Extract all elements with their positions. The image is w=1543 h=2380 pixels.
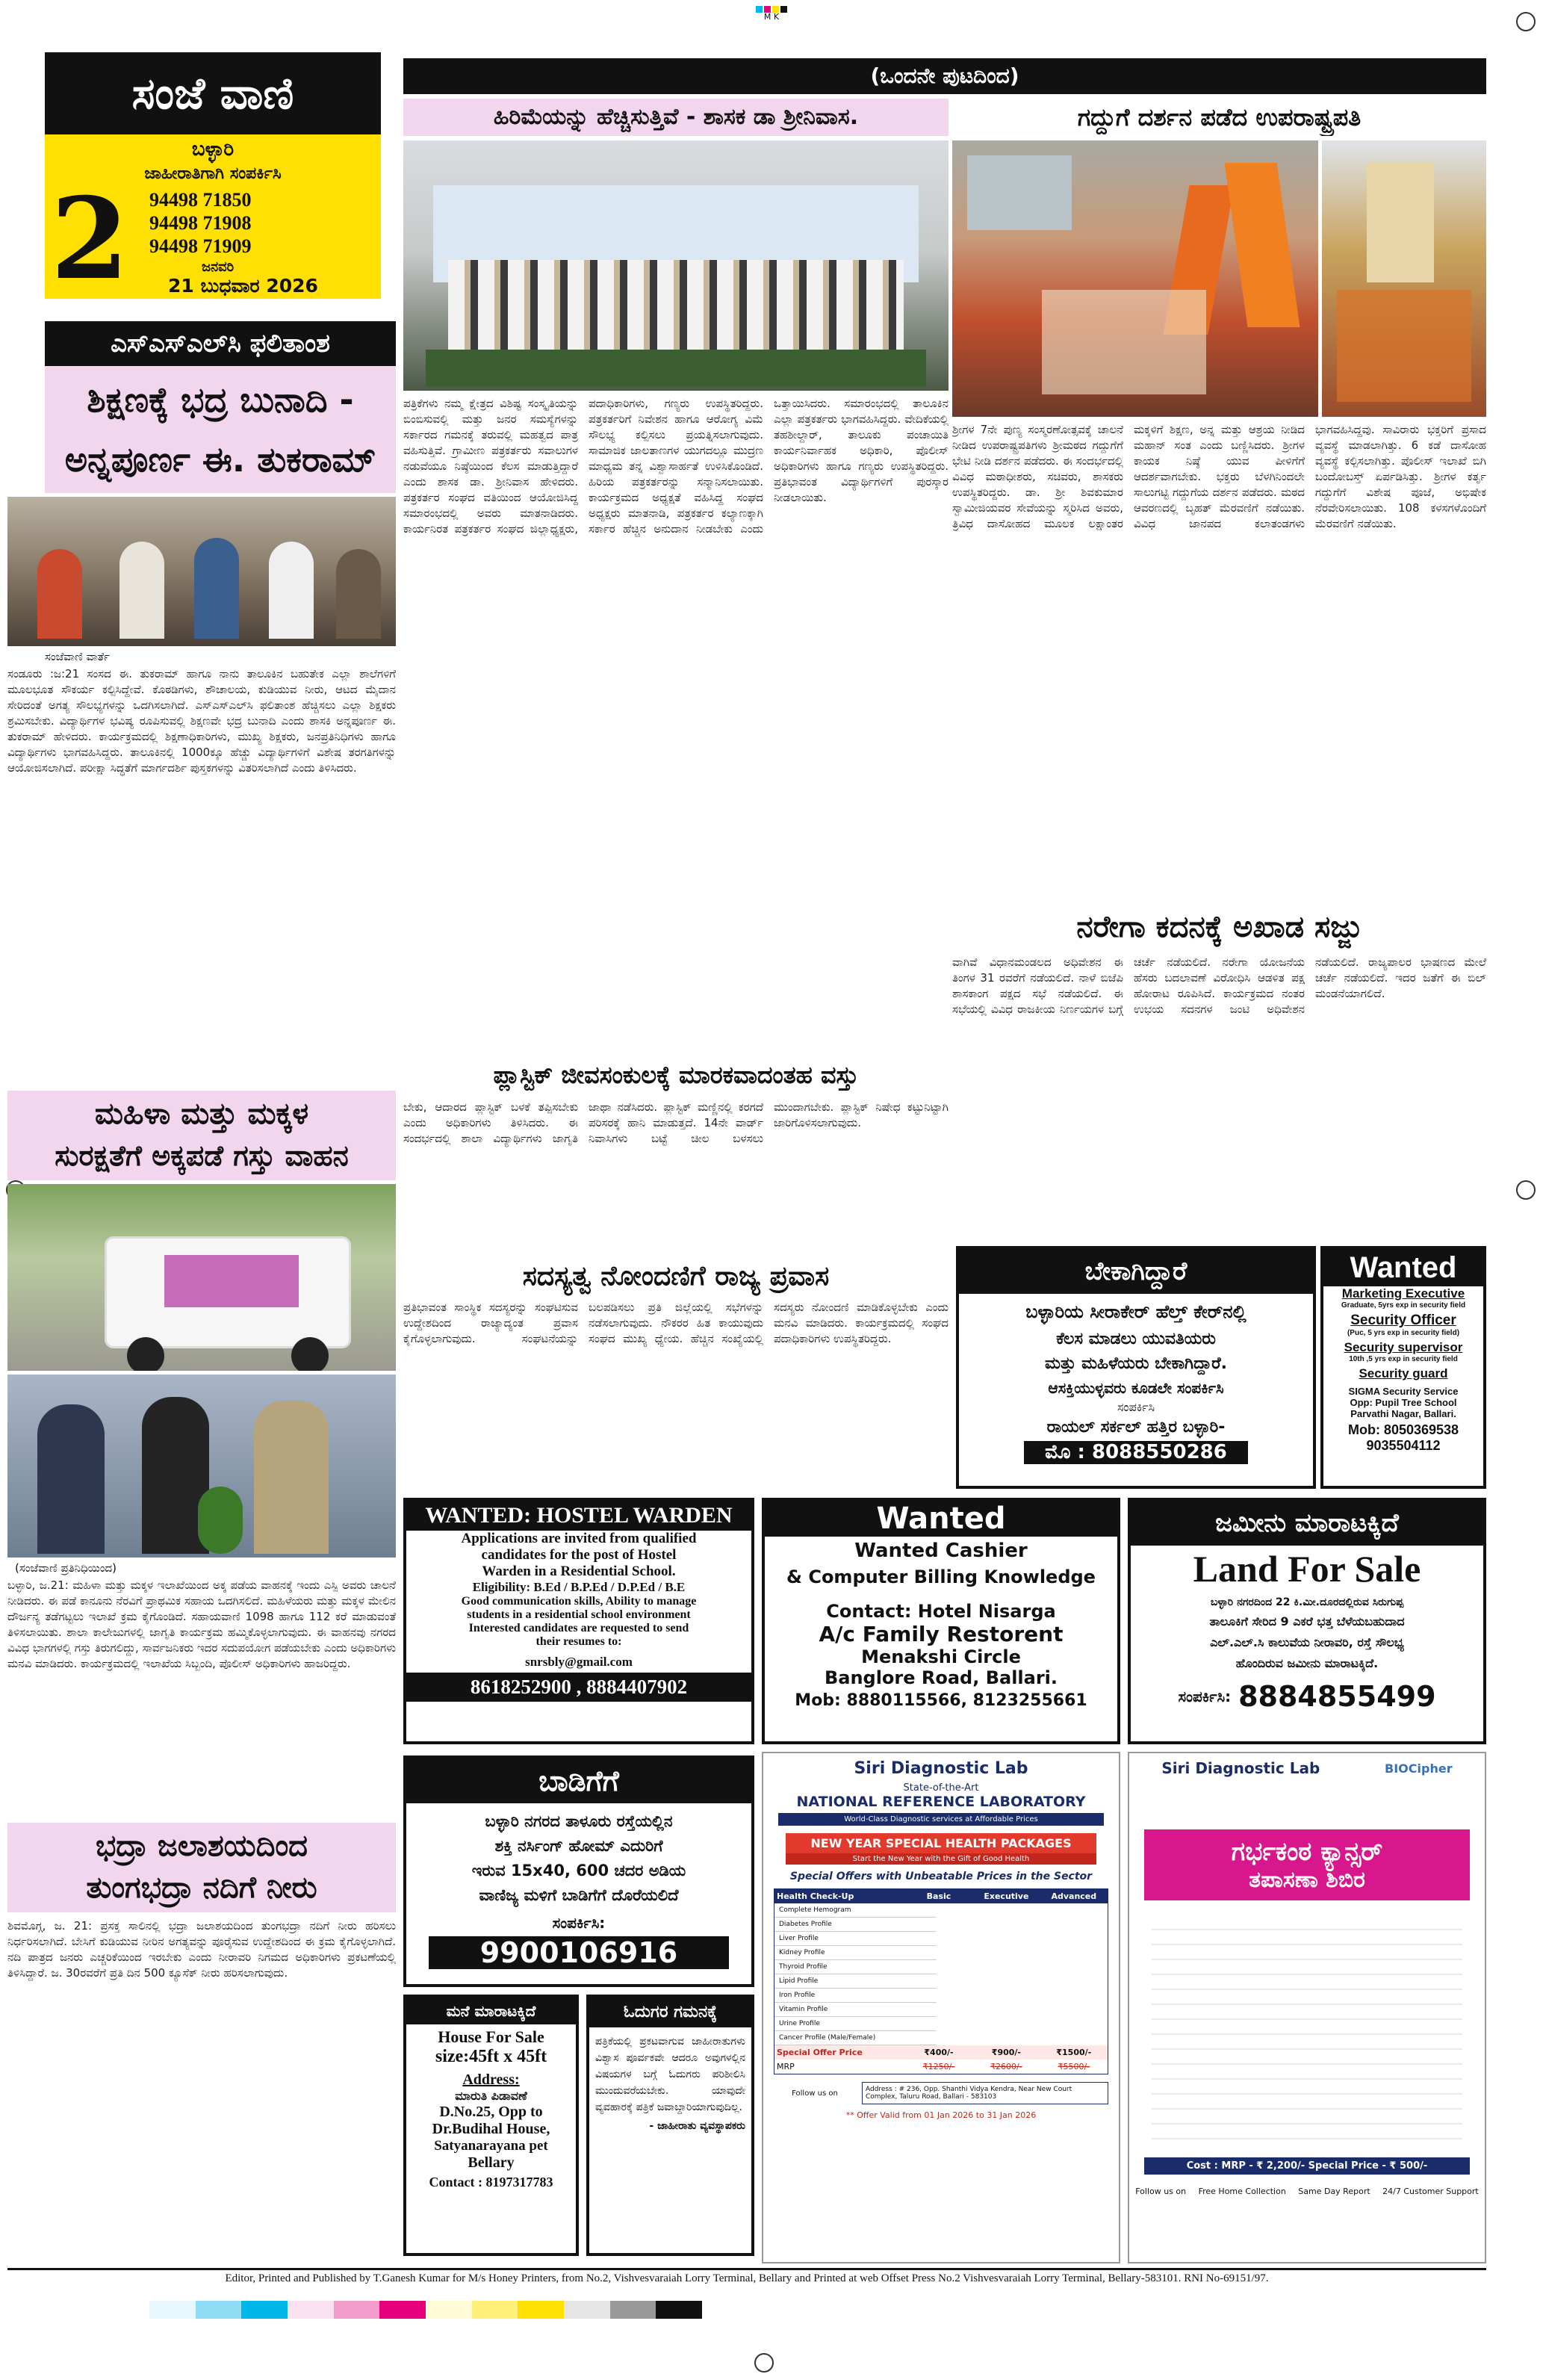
staff-ad-title: ಬೇಕಾಗಿದ್ದಾರೆ (959, 1249, 1313, 1294)
dam-headline (7, 1823, 396, 1912)
print-code-text: M K (763, 12, 780, 22)
sadasyatva-body: ಪ್ರತಿಭಾವಂತ ಸಾಂಸ್ಥಿಕ ಸದಸ್ಯರನ್ನು ಸಂಘಟಿಸುವ ಉದ್ದೇಶದಿಂದ ರಾಜ್ಯಾದ್ಯಂತ ಪ್ರವಾಸ ಕೈಗೊಳ್ಳಲಾಗುವುದು. ಸಂಘಟನೆಯನ್ನು ಬಲಪಡಿಸಲು ಪ್ರತಿ ಜಿಲ್ಲೆಯಲ್ಲಿ ಸಭೆಗಳನ್ನು ನಡೆಸಲಾಗುವುದು. ನೌಕರರ ಹಿತ ಕಾಯುವುದು ಸಂಘದ ಮುಖ್ಯ ಧ್ಯೇಯ. ಹೆಚ್ಚಿನ ಸಂಖ್ಯೆಯಲ್ಲಿ ಸದಸ್ಯರು ನೋಂದಣಿ ಮಾಡಿಕೊಳ್ಳಬೇಕು ಎಂದು ಮನವಿ ಮಾಡಿದರು. ಕಾರ್ಯಕ್ರಮದಲ್ಲಿ ಸಂಘದ ಪದಾಧಿಕಾರಿಗಳು ಉಪಸ್ಥಿತರಿದ್ದರು. (403, 1301, 949, 1345)
security-phone1[interactable]: Mob: 8050369538 (1347, 1422, 1459, 1437)
house-ad-address-label: Address: (462, 2071, 520, 2088)
siri1-sub: State-of-the-Art (903, 1782, 979, 1794)
rent-ad-l4: ವಾಣಿಜ್ಯ ಮಳಿಗೆ ಬಾಡಿಗೆಗೆ ದೊರೆಯಲಿದೆ (479, 1886, 679, 1904)
land-ad-contact-label: ಸಂಪರ್ಕಿಸಿ: (1178, 1688, 1232, 1705)
land-sale-ad (1128, 1498, 1486, 1744)
sslc-photo (7, 497, 396, 646)
siri1-table (774, 1888, 1108, 2074)
rent-ad-contact-label: ಸಂಪರ್ಕಿಸಿ: (552, 1914, 606, 1932)
nrega-headline: ನರೇಗಾ ಕದನಕ್ಕೆ ಅಖಾಡ ಸಜ್ಜು (1076, 910, 1362, 944)
mla-body: ಪತ್ರಿಕೆಗಳು ನಮ್ಮ ಕ್ಷೇತ್ರದ ವಿಶಿಷ್ಟ ಸಂಸ್ಕೃತಿಯನ್ನು ಬಿಂಬಿಸುವಲ್ಲಿ ಮತ್ತು ಜನರ ಸಮಸ್ಯೆಗಳನ್ನು ಸರ್ಕಾರದ ಗಮನಕ್ಕೆ ತರುವಲ್ಲಿ ಮಹತ್ವದ ಪಾತ್ರ ವಹಿಸುತ್ತಿವೆ. ಗ್ರಾಮೀಣ ಪತ್ರಕರ್ತರು ಸವಾಲುಗಳ ನಡುವೆಯೂ ನಿಷ್ಠೆಯಿಂದ ಕೆಲಸ ಮಾಡುತ್ತಿದ್ದಾರೆ ಎಂದು ಶಾಸಕ ಡಾ. ಶ್ರೀನಿವಾಸ ಹೇಳಿದರು. ಪತ್ರಕರ್ತರ ಸಂಘದ ವತಿಯಿಂದ ಆಯೋಜಿಸಿದ್ದ ಸಮಾರಂಭದಲ್ಲಿ ಅವರು ಮಾತನಾಡಿದರು. ಕಾರ್ಯನಿರತ ಪತ್ರಕರ್ತರ ಸಂಘದ ಜಿಲ್ಲಾಧ್ಯಕ್ಷರು, ಪದಾಧಿಕಾರಿಗಳು, ಗಣ್ಯರು ಉಪಸ್ಥಿತರಿದ್ದರು. ಪತ್ರಕರ್ತರಿಗೆ ನಿವೇಶನ ಹಾಗೂ ಆರೋಗ್ಯ ವಿಮೆ ಸೌಲಭ್ಯ ಕಲ್ಪಿಸಲು ಪ್ರಯತ್ನಿಸಲಾಗುವುದು. ಸಾಮಾಜಿಕ ಜಾಲತಾಣಗಳ ಯುಗದಲ್ಲೂ ಮುದ್ರಣ ಮಾಧ್ಯಮ ತನ್ನ ವಿಶ್ವಾಸಾರ್ಹತೆ ಉಳಿಸಿಕೊಂಡಿದೆ. ಹಿರಿಯ ಪತ್ರಕರ್ತರನ್ನು ಸನ್ಮಾನಿಸಲಾಯಿತು. ಕಾರ್ಯಕ್ರಮದ ಅಧ್ಯಕ್ಷತೆ ವಹಿಸಿದ್ದ ಸಂಘದ ಅಧ್ಯಕ್ಷರು ಮಾತನಾಡಿ, ಪತ್ರಕರ್ತರ ಕಲ್ಯಾಣಕ್ಕಾಗಿ ಸರ್ಕಾರ ಹೆಚ್ಚಿನ ಅನುದಾನ ನೀಡಬೇಕು ಎಂದು ಒತ್ತಾಯಿಸಿದರು. ಸಮಾರಂಭದಲ್ಲಿ ತಾಲೂಕಿನ ಎಲ್ಲಾ ಪತ್ರಕರ್ತರು ಭಾಗವಹಿಸಿದ್ದರು. ವೇದಿಕೆಯಲ್ಲಿ ತಹಶೀಲ್ದಾರ್, ತಾಲೂಕು ಪಂಚಾಯಿತಿ ಕಾರ್ಯನಿರ್ವಾಹಕ ಅಧಿಕಾರಿ, ಪೊಲೀಸ್ ಅಧಿಕಾರಿಗಳು ಹಾಗೂ ಗಣ್ಯರು ಉಪಸ್ಥಿತರಿದ್ದರು. ಪ್ರತಿಭಾವಂತ ವಿದ್ಯಾರ್ಥಿಗಳಿಗೆ ಪುರಸ್ಕಾರ ನೀಡಲಾಯಿತು. (403, 397, 949, 536)
plastic-headline: ಪ್ಲಾಸ್ಟಿಕ್ ಜೀವಸಂಕುಲಕ್ಕೆ ಮಾರಕವಾದಂತಹ ವಸ್ತು (493, 1061, 859, 1089)
staff-ad-line4: ಆಸಕ್ತಿಯುಳ್ಳವರು ಕೂಡಲೇ ಸಂಪರ್ಕಿಸಿ (1048, 1379, 1224, 1397)
women-headline-l1: ಮಹಿಳಾ ಮತ್ತು ಮಕ್ಕಳ (94, 1097, 309, 1131)
security-role2-req: (Puc, 5 yrs exp in security field) (1347, 1329, 1460, 1337)
hotel-ad-l3: Contact: Hotel Nisarga (826, 1601, 1056, 1622)
house-ad-l4: D.No.25, Opp to (439, 2104, 543, 2120)
house-ad-l3: ಮಾರುತಿ ಪಿಡಾವಣೆ (455, 2089, 527, 2103)
staff-ad-line3: ಮತ್ತು ಮಹಿಳೆಯರು ಬೇಕಾಗಿದ್ದಾರೆ. (1045, 1354, 1227, 1373)
hostel-ad-l6: students in a residential school environment (467, 1608, 691, 1621)
siri2-cost: Cost : MRP - ₹ 2,200/- Special Price - ₹ 500/- (1144, 2157, 1470, 2175)
security-role2: Security Officer (1350, 1313, 1456, 1328)
hostel-ad-l4: Eligibility: B.Ed / B.P.Ed / D.P.Ed / B.E (472, 1580, 686, 1594)
hostel-ad-l8: their resumes to: (535, 1635, 622, 1648)
siri1-price-basic: ₹400/- (924, 2048, 954, 2057)
issue-month: ಜನವರಿ (202, 259, 235, 275)
registration-mark-icon (1516, 1180, 1536, 1200)
hotel-ad-title: Wanted (765, 1501, 1117, 1537)
page-number: 2 (51, 173, 129, 305)
sslc-headline-l2: ಶಿಕ್ಷಣಕ್ಕೆ ಭದ್ರ ಬುನಾದಿ - (87, 379, 354, 420)
staff-ad-contact-label: ಸಂಪರ್ಕಿಸಿ (1117, 1400, 1155, 1414)
hotel-ad-l4: A/c Family Restorent (819, 1622, 1064, 1646)
sslc-source: ಸಂಜೆವಾಣಿ ವಾರ್ತೆ (45, 650, 110, 663)
dam-headline-l1: ಭದ್ರಾ ಜಲಾಶಯದಿಂದ (95, 1829, 308, 1863)
siri2-partner: BIOCipher (1385, 1761, 1453, 1776)
vp-body: ಶ್ರೀಗಳ 7ನೇ ಪುಣ್ಯ ಸಂಸ್ಮರಣೋತ್ಸವಕ್ಕೆ ಚಾಲನೆ ನೀಡಿದ ಉಪರಾಷ್ಟ್ರಪತಿಗಳು ಶ್ರೀಮಠದ ಗದ್ದುಗೆಗೆ ಭೇಟಿ ನೀಡಿ ದರ್ಶನ ಪಡೆದರು. ಈ ಸಂದರ್ಭದಲ್ಲಿ ವಿವಿಧ ಮಠಾಧೀಶರು, ಸಚಿವರು, ಶಾಸಕರು ಉಪಸ್ಥಿತರಿದ್ದರು. ಡಾ. ಶ್ರೀ ಶಿವಕುಮಾರ ಸ್ವಾಮೀಜಿಯವರ ಸೇವೆಯನ್ನು ಸ್ಮರಿಸಿದ ಅವರು, ತ್ರಿವಿಧ ದಾಸೋಹದ ಮೂಲಕ ಲಕ್ಷಾಂತರ ಮಕ್ಕಳಿಗೆ ಶಿಕ್ಷಣ, ಅನ್ನ ಮತ್ತು ಆಶ್ರಯ ನೀಡಿದ ಮಹಾನ್ ಸಂತ ಎಂದು ಬಣ್ಣಿಸಿದರು. ಶ್ರೀಗಳ ಕಾಯಕ ನಿಷ್ಠೆ ಯುವ ಪೀಳಿಗೆಗೆ ಆದರ್ಶವಾಗಬೇಕು. ಭಕ್ತರು ಬೆಳಗಿನಿಂದಲೇ ಸಾಲುಗಟ್ಟಿ ಗದ್ದುಗೆಯ ದರ್ಶನ ಪಡೆದರು. ಮಠದ ಆವರಣದಲ್ಲಿ ಬೃಹತ್ ಮೆರವಣಿಗೆ ನಡೆಯಿತು. ವಿವಿಧ ಜಾನಪದ ಕಲಾತಂಡಗಳು ಭಾಗವಹಿಸಿದ್ದವು. ಸಾವಿರಾರು ಭಕ್ತರಿಗೆ ಪ್ರಸಾದ ವ್ಯವಸ್ಥೆ ಮಾಡಲಾಗಿತ್ತು. 6 ಕಡೆ ದಾಸೋಹ ವ್ಯವಸ್ಥೆ ಕಲ್ಪಿಸಲಾಗಿತ್ತು. ಪೊಲೀಸ್ ಇಲಾಖೆ ಬಿಗಿ ಬಂದೋಬಸ್ತ್ ಏರ್ಪಡಿಸಿತ್ತು. ಶ್ರೀಗಳ ಕರ್ತೃ ಗದ್ದುಗೆಗೆ ವಿಶೇಷ ಪೂಜೆ, ಅಭಿಷೇಕ ನೆರವೇರಿಸಲಾಯಿತು. 108 ಕಳಸಗಳೊಂದಿಗೆ ಮೆರವಣಿಗೆ ನಡೆಯಿತು. (952, 423, 1486, 530)
vp-procession-photo (952, 140, 1318, 417)
ad-contact-label: ಜಾಹೀರಾತಿಗಾಗಿ ಸಂಪರ್ಕಿಸಿ (144, 164, 282, 183)
siri1-price-adv: ₹1500/- (1056, 2048, 1092, 2057)
registration-mark-icon (754, 2353, 774, 2373)
masthead-city: ಬಳ್ಳಾರಿ (191, 138, 235, 161)
siri2-title: ಗರ್ಭಕಂಠ ಕ್ಯಾನ್ಸರ್ (1231, 1837, 1383, 1867)
siri1-mrp-basic: ₹1250/- (922, 2062, 955, 2071)
siri1-offers: Special Offers with Unbeatable Prices in the Sector (789, 1871, 1093, 1882)
siri2-badge-support: 24/7 Customer Support (1382, 2187, 1479, 2196)
siri2-headline-box (1144, 1829, 1470, 1900)
siri1-title: NATIONAL REFERENCE LABORATORY (796, 1794, 1086, 1810)
siri1-offer-label: Special Offer Price (777, 2048, 863, 2057)
house-ad-phone[interactable]: Contact : 8197317783 (429, 2175, 553, 2190)
sadasyatva-headline: ಸದಸ್ಯತ್ವ ನೋಂದಣಿಗೆ ರಾಜ್ಯ ಪ್ರವಾಸ (522, 1261, 830, 1292)
security-phone2[interactable]: 9035504112 (1366, 1438, 1441, 1453)
mla-stage-photo (403, 140, 949, 391)
readers-notice (586, 1995, 754, 2256)
land-ad-l1: ಬಳ್ಳಾರಿ ನಗರದಿಂದ 22 ಕಿ.ಮೀ.ದೂರದಲ್ಲಿರುವ ಸಿರುಗುಪ್ಪ (1210, 1596, 1404, 1608)
women-headline-l2: ಸುರಕ್ಷತೆಗೆ ಅಕ್ಕಪಡೆ ಗಸ್ತು ವಾಹನ (55, 1139, 349, 1172)
house-ad-l2: size:45ft x 45ft (435, 2047, 547, 2066)
security-role4: Security guard (1359, 1366, 1448, 1380)
color-bar (149, 2301, 702, 2319)
land-ad-l2: ತಾಲೂಕಿಗೆ ಸೇರಿದ 9 ಎಕರೆ ಭತ್ತ ಬೆಳೆಯಬಹುದಾದ (1209, 1614, 1405, 1628)
footer-rule (7, 2268, 1486, 2270)
women-caption: (ಸಂಜೆವಾಣಿ ಪ್ರತಿನಿಧಿಯಿಂದ) (15, 1561, 117, 1575)
land-ad-title-kn: ಜಮೀನು ಮಾರಾಟಕ್ಕಿದೆ (1131, 1501, 1483, 1546)
vp-headline: ಗದ್ದುಗೆ ದರ್ಶನ ಪಡೆದ ಉಪರಾಷ್ಟ್ರಪತಿ (1077, 103, 1362, 131)
vp-crowd-photo (1322, 140, 1486, 417)
hostel-ad-l2: candidates for the post of Hostel (481, 1547, 677, 1563)
siri1-col-executive: Executive (984, 1891, 1029, 1901)
print-code (754, 6, 789, 33)
hostel-ad-title: WANTED: HOSTEL WARDEN (406, 1501, 751, 1531)
siri1-mrp-exec: ₹2600/- (990, 2062, 1022, 2071)
registration-mark-icon (1516, 12, 1536, 31)
staff-ad-phone[interactable]: ಮೊ : 8088550286 (1024, 1441, 1248, 1464)
plastic-body: ಬೇಕು, ಆದಾರದ ಪ್ಲಾಸ್ಟಿಕ್ ಬಳಕೆ ತಪ್ಪಿಸಬೇಕು ಎಂದು ಅಧಿಕಾರಿಗಳು ತಿಳಿಸಿದರು. ಈ ಸಂದರ್ಭದಲ್ಲಿ ಶಾಲಾ ವಿದ್ಯಾರ್ಥಿಗಳು ಜಾಗೃತಿ ಜಾಥಾ ನಡೆಸಿದರು. ಪ್ಲಾಸ್ಟಿಕ್ ಮಣ್ಣಿನಲ್ಲಿ ಕರಗದೆ ಪರಿಸರಕ್ಕೆ ಹಾನಿ ಮಾಡುತ್ತದೆ. 14ನೇ ವಾರ್ಡ್ ನಿವಾಸಿಗಳು ಬಟ್ಟೆ ಚೀಲ ಬಳಸಲು ಮುಂದಾಗಬೇಕು. ಪ್ಲಾಸ್ಟಿಕ್ ನಿಷೇಧ ಕಟ್ಟುನಿಟ್ಟಾಗಿ ಜಾರಿಗೊಳಿಸಲಾಗುವುದು. (403, 1100, 949, 1145)
rent-ad-l1: ಬಳ್ಳಾರಿ ನಗರದ ತಾಳೂರು ರಸ್ತೆಯಲ್ಲಿನ (485, 1812, 673, 1830)
siri1-row: Vitamin Profile (774, 2003, 937, 2017)
nrega-body: ವಾಗಿವೆ ವಿಧಾನಮಂಡಲದ ಅಧಿವೇಶನ ಈ ತಿಂಗಳ 31 ರವರೆಗೆ ನಡೆಯಲಿದೆ. ನಾಳೆ ಬಿಜೆಪಿ ಶಾಸಕಾಂಗ ಪಕ್ಷದ ಸಭೆ ನಡೆಯಲಿದೆ. ಈ ಸಭೆಯಲ್ಲಿ ವಿವಿಧ ರಾಜಕೀಯ ನಿರ್ಣಯಗಳ ಬಗ್ಗೆ ಚರ್ಚೆ ನಡೆಯಲಿದೆ. ನರೇಗಾ ಯೋಜನೆಯ ಹೆಸರು ಬದಲಾವಣೆ ವಿರೋಧಿಸಿ ಆಡಳಿತ ಪಕ್ಷ ಹೋರಾಟ ರೂಪಿಸಿದೆ. ಕಾರ್ಯಕ್ರಮದ ನಂತರ ಉಭಯ ಸದನಗಳ ಜಂಟಿ ಅಧಿವೇಶನ ನಡೆಯಲಿದೆ. ರಾಜ್ಯಪಾಲರ ಭಾಷಣದ ಮೇಲೆ ಚರ್ಚೆ ನಡೆಯಲಿದೆ. ಇದರ ಜತೆಗೆ ಈ ಬಿಲ್ ಮಂಡನೆಯಾಗಲಿದೆ. (952, 955, 1486, 1016)
siri2-subtitle: ತಪಾಸಣಾ ಶಿಬಿರ (1249, 1867, 1365, 1893)
phone-2: 94498 71908 (149, 212, 252, 234)
women-ceremony-photo (7, 1375, 396, 1558)
security-ad-title: Wanted (1323, 1249, 1483, 1286)
footer-imprint: Editor, Printed and Published by T.Ganesh Kumar for M/s Honey Printers, from No.2, Vishvesvaraiah Lorry Terminal, Bellary and Printed at web Offset Press No.2 Vishvesvaraiah Lorry Terminal, Bellary-583101. RNI No-69151/97. (225, 2272, 1269, 2284)
hostel-ad-email[interactable]: snrsbly@gmail.com (525, 1655, 633, 1669)
women-vehicle-photo (7, 1184, 396, 1371)
siri1-price-exec: ₹900/- (991, 2048, 1021, 2057)
continued-banner: (ಒಂದನೇ ಪುಟದಿಂದ) (403, 58, 1486, 94)
hotel-ad-l1: Wanted Cashier (854, 1540, 1028, 1562)
sslc-headline (45, 321, 396, 493)
women-body: ಬಳ್ಳಾರಿ, ಜ.21: ಮಹಿಳಾ ಮತ್ತು ಮಕ್ಕಳ ಇಲಾಖೆಯಿಂದ ಅಕ್ಕ ಪಡೆಯ ವಾಹನಕ್ಕೆ ಇಂದು ಎಸ್ಪಿ ಅವರು ಚಾಲನೆ ನೀಡಿದರು. ಈ ಪಡೆ ಕಾನೂನು ನೆರವಿಗೆ ಪ್ರಾಥಮಿಕ ಸಹಾಯ ಒದಗಿಸಲಿದೆ. ಮಹಿಳೆಯರು ಮತ್ತು ಮಕ್ಕಳ ಮೇಲಿನ ದೌರ್ಜನ್ಯ ತಡೆಗಟ್ಟಲು ಇಲಾಖೆ ಕ್ರಮ ಕೈಗೊಂಡಿದೆ. ಸಹಾಯವಾಣಿ 1098 ಹಾಗೂ 112 ಕರೆ ಮಾಡುವಂತೆ ತಿಳಿಸಲಾಯಿತು. ಶಾಲಾ ಕಾಲೇಜುಗಳಲ್ಲಿ ಜಾಗೃತಿ ಕಾರ್ಯಕ್ರಮ ಹಮ್ಮಿಕೊಳ್ಳಲಾಗುವುದು. ಈ ವಾಹನವು ನಗರದ ವಿವಿಧ ಭಾಗಗಳಲ್ಲಿ ಗಸ್ತು ತಿರುಗಲಿದ್ದು, ಸಾರ್ವಜನಿಕರು ಇದರ ಸದುಪಯೋಗ ಪಡೆಯಬೇಕು ಎಂದು ಅಧಿಕಾರಿಗಳು ಮನವಿ ಮಾಡಿದರು. ಕಾರ್ಯಕ್ರಮದಲ್ಲಿ ಇಲಾಖೆಯ ಸಿಬ್ಬಂದಿ, ಪೊಲೀಸ್ ಅಧಿಕಾರಿಗಳು ಹಾಜರಿದ್ದರು. (7, 1578, 396, 1670)
siri1-row: Lipid Profile (774, 1974, 937, 1989)
staff-ad-line1: ಬಳ್ಳಾರಿಯ ಸೀರಾಕೇರ್ ಹೆಲ್ತ್ ಕೇರ್‌ನಲ್ಲಿ (1025, 1301, 1246, 1322)
dam-body: ಶಿವಮೊಗ್ಗ, ಜ. 21: ಪ್ರಸಕ್ತ ಸಾಲಿನಲ್ಲಿ ಭದ್ರಾ ಜಲಾಶಯದಿಂದ ತುಂಗಭದ್ರಾ ನದಿಗೆ ನೀರು ಹರಿಸಲು ನಿರ್ಧರಿಸಲಾಗಿದೆ. ಬೇಸಿಗೆ ಕುಡಿಯುವ ನೀರಿನ ಅಗತ್ಯವನ್ನು ಪೂರೈಸುವ ಉದ್ದೇಶದಿಂದ ಈ ಕ್ರಮ ಕೈಗೊಳ್ಳಲಾಗಿದೆ. ನದಿ ಪಾತ್ರದ ಜನರು ಎಚ್ಚರಿಕೆಯಿಂದ ಇರಬೇಕು ಎಂದು ನೀರಾವರಿ ನಿಗಮದ ಅಧಿಕಾರಿಗಳು ಪ್ರಕಟಣೆಯಲ್ಲಿ ತಿಳಿಸಿದ್ದಾರೆ. ಜ. 30ರವರೆಗೆ ಪ್ರತಿ ದಿನ 500 ಕ್ಯೂಸೆಕ್ ನೀರು ಹರಿಸಲಾಗುವುದು. (7, 1919, 396, 1980)
siri2-brand: Siri Diagnostic Lab (1161, 1759, 1320, 1777)
sslc-headline-l1: ಎಸ್‌ಎಸ್‌ಎಲ್‌ಸಿ ಫಲಿತಾಂಶ (45, 321, 396, 366)
hostel-warden-ad (403, 1498, 754, 1744)
security-company: SIGMA Security Service (1348, 1386, 1459, 1397)
hotel-ad-l5: Menakshi Circle (861, 1646, 1021, 1667)
security-address1: Opp: Pupil Tree School (1350, 1397, 1457, 1408)
brand-name: ಸಂಜೆ ವಾಣಿ (131, 68, 294, 119)
siri-lab-cervical-camp-ad (1128, 1752, 1486, 2263)
land-ad-phone[interactable]: 8884855499 (1238, 1680, 1436, 1713)
readers-title: ಓದುಗರ ಗಮನಕ್ಕೆ (589, 1998, 751, 2027)
siri1-mrp-label: MRP (777, 2062, 795, 2071)
rent-ad-l3: ಇರುವ 15x40, 600 ಚದರ ಅಡಿಯ (471, 1862, 686, 1879)
hotel-ad-l2: & Computer Billing Knowledge (786, 1566, 1096, 1587)
hotel-ad-l7[interactable]: Mob: 8880115566, 8123255661 (795, 1691, 1087, 1710)
land-ad-title-en: Land For Sale (1193, 1548, 1421, 1590)
house-ad-l1: House For Sale (438, 2027, 544, 2046)
house-ad-title: ಮನೆ ಮಾರಾಟಕ್ಕಿದೆ (406, 1998, 576, 2024)
hotel-ad-l6: Banglore Road, Ballari. (824, 1667, 1058, 1688)
land-ad-l3: ಎಲ್.ಎಲ್.ಸಿ ಕಾಲುವೆಯ ನೀರಾವರಿ, ರಸ್ತೆ ಸೌಲಭ್ಯ (1210, 1635, 1404, 1649)
security-role1: Marketing Executive (1341, 1286, 1465, 1301)
siri1-row: Thyroid Profile (774, 1960, 937, 1974)
brand-logo (45, 52, 381, 134)
hostel-ad-l7: Interested candidates are requested to send (468, 1622, 689, 1634)
hostel-ad-phones[interactable]: 8618252900 , 8884407902 (406, 1673, 751, 1702)
staff-wanted-ad (956, 1246, 1316, 1489)
siri1-follow: Follow us on (792, 2089, 838, 2098)
siri2-badge-report: Same Day Report (1298, 2187, 1370, 2196)
readers-body: ಪತ್ರಿಕೆಯಲ್ಲಿ ಪ್ರಕಟವಾಗುವ ಜಾಹೀರಾತುಗಳು ವಿಶ್ವಾಸ ಪೂರ್ವಕವೇ ಆದರೂ ಅವುಗಳಲ್ಲಿನ ವಿಷಯಗಳ ಬಗ್ಗೆ ಓದುಗರು ಪರಿಶೀಲಿಸಿ ಮುಂದುವರೆಯಬೇಕು. ಯಾವುದೇ ವ್ಯವಹಾರಕ್ಕೆ ಪತ್ರಿಕೆ ಜವಾಬ್ದಾರಿಯಾಗುವುದಿಲ್ಲ. (595, 2036, 745, 2113)
rent-ad (403, 1755, 754, 1987)
siri1-banner-sub: Start the New Year with the Gift of Good Health (786, 1853, 1096, 1865)
staff-ad-address: ರಾಯಲ್ ಸರ್ಕಲ್ ಹತ್ತಿರ ಬಳ್ಳಾರಿ- (1046, 1418, 1226, 1437)
rent-ad-title: ಬಾಡಿಗೆಗೆ (406, 1758, 751, 1803)
sslc-body: ಸಂಡೂರು :ಜ:21 ಸಂಸದ ಈ. ತುಕರಾಮ್ ಹಾಗೂ ನಾನು ತಾಲೂಕಿನ ಬಹುತೇಕ ಎಲ್ಲಾ ಶಾಲೆಗಳಿಗೆ ಮೂಲಭೂತ ಸೌಕರ್ಯ ಕಲ್ಪಿಸಿದ್ದೇವೆ. ಕೊಠಡಿಗಳು, ಶೌಚಾಲಯ, ಕುಡಿಯುವ ನೀರು, ಆಟದ ಮೈದಾನ ಸೇರಿದಂತೆ ಅಗತ್ಯ ಸೌಲಭ್ಯಗಳನ್ನು ಒದಗಿಸಲಾಗಿದೆ. ಎಸ್‌ಎಸ್‌ಎಲ್‌ಸಿ ಫಲಿತಾಂಶ ಹೆಚ್ಚಿಸಲು ಎಲ್ಲಾ ಶಿಕ್ಷಕರು ಶ್ರಮಿಸಬೇಕು. ವಿದ್ಯಾರ್ಥಿಗಳ ಭವಿಷ್ಯ ರೂಪಿಸುವಲ್ಲಿ ಶಿಕ್ಷಣವೇ ಭದ್ರ ಬುನಾದಿ ಎಂದು ಶಾಸಕಿ ಅನ್ನಪೂರ್ಣ ಈ. ತುಕರಾಮ್ ಹೇಳಿದರು. ಕಾರ್ಯಕ್ರಮದಲ್ಲಿ ಶಿಕ್ಷಣಾಧಿಕಾರಿಗಳು, ಮುಖ್ಯ ಶಿಕ್ಷಕರು, ಜನಪ್ರತಿನಿಧಿಗಳು ಹಾಗೂ ವಿದ್ಯಾರ್ಥಿಗಳು ಭಾಗವಹಿಸಿದ್ದರು. ತಾಲೂಕಿನಲ್ಲಿ 1000ಕ್ಕೂ ಹೆಚ್ಚು ವಿದ್ಯಾರ್ಥಿಗಳಿಗೆ ವಿಶೇಷ ತರಗತಿಗಳನ್ನು ಆಯೋಜಿಸಲಾಗಿದೆ. ಪರೀಕ್ಷಾ ಸಿದ್ಧತೆಗೆ ಮಾರ್ಗದರ್ಶಿ ಪುಸ್ತಕಗಳನ್ನು ವಿತರಿಸಲಾಗಿದೆ ಎಂದು ತಿಳಿಸಿದರು. (7, 667, 396, 775)
mla-headline: ಹಿರಿಮೆಯನ್ನು ಹೆಚ್ಚಿಸುತ್ತಿವೆ - ಶಾಸಕ ಡಾ ಶ್ರೀನಿವಾಸ. (403, 99, 949, 136)
siri1-col-basic: Basic (926, 1891, 951, 1901)
house-ad-l6: Satyanarayana pet (434, 2138, 548, 2154)
security-role3-req: 10th ,5 yrs exp in security field (1349, 1355, 1458, 1363)
readers-sign: - ಜಾಹೀರಾತು ವ್ಯವಸ್ಥಾಪಕರು (649, 2120, 745, 2132)
staff-ad-line2: ಕೆಲಸ ಮಾಡಲು ಯುವತಿಯರು (1056, 1330, 1216, 1348)
siri1-brand: Siri Diagnostic Lab (854, 1759, 1028, 1778)
siri1-banner: NEW YEAR SPECIAL HEALTH PACKAGES (786, 1833, 1096, 1853)
siri1-mrp-adv: ₹5500/- (1058, 2062, 1090, 2071)
phone-3: 94498 71909 (149, 235, 252, 257)
siri1-col-head: Health Check-Up (777, 1891, 854, 1901)
security-address2: Parvathi Nagar, Ballari. (1350, 1408, 1456, 1419)
siri2-badge-home: Free Home Collection (1198, 2187, 1286, 2196)
masthead (45, 52, 381, 305)
house-ad-l7: Bellary (468, 2154, 515, 2171)
siri1-valid: ** Offer Valid from 01 Jan 2026 to 31 Jan 2026 (845, 2110, 1037, 2120)
hostel-ad-l3: Warden in a Residential School. (482, 1564, 676, 1579)
hotel-wanted-ad (762, 1498, 1120, 1744)
issue-date: 21 ಬುಧವಾರ 2026 (168, 275, 318, 297)
siri1-row: Kidney Profile (774, 1946, 937, 1960)
rent-ad-l2: ಶಕ್ತಿ ನರ್ಸಿಂಗ್ ಹೋಮ್ ಎದುರಿಗೆ (494, 1837, 663, 1855)
security-role1-req: Graduate, 5yrs exp in security field (1341, 1301, 1466, 1310)
siri1-band: World-Class Diagnostic services at Affordable Prices (778, 1813, 1104, 1826)
siri2-follow: Follow us on (1135, 2187, 1187, 2196)
security-wanted-ad (1320, 1246, 1486, 1489)
siri1-row: Complete Hemogram (774, 1903, 937, 1918)
siri2-details (1152, 1915, 1462, 2147)
siri-lab-packages-ad (762, 1752, 1120, 2263)
siri1-row: Liver Profile (774, 1932, 937, 1946)
siri1-address: Address : # 236, Opp. Shanthi Vidya Kendra, Near New Court Complex, Taluru Road, Ballari - 583103 (862, 2082, 1108, 2104)
siri1-row: Cancer Profile (Male/Female) (774, 2031, 937, 2045)
siri1-row: Urine Profile (774, 2017, 937, 2031)
women-headline (7, 1091, 396, 1180)
rent-ad-phone[interactable]: 9900106916 (429, 1936, 729, 1969)
hostel-ad-l5: Good communication skills, Ability to manage (461, 1595, 697, 1608)
masthead-phones (149, 188, 252, 258)
sslc-headline-l3: ಅನ್ನಪೂರ್ಣ ಈ. ತುಕರಾಮ್ (64, 439, 376, 480)
phone-1: 94498 71850 (149, 189, 252, 211)
security-role3: Security supervisor (1344, 1340, 1463, 1354)
siri1-row: Iron Profile (774, 1989, 937, 2003)
land-ad-l4: ಹೊಂದಿರುವ ಜಮೀನು ಮಾರಾಟಕ್ಕಿದೆ. (1235, 1656, 1379, 1670)
house-ad-l5: Dr.Budihal House, (432, 2121, 550, 2137)
house-sale-ad (403, 1995, 579, 2256)
dam-headline-l2: ತುಂಗಭದ್ರಾ ನದಿಗೆ ನೀರು (86, 1871, 317, 1905)
siri1-row: Diabetes Profile (774, 1918, 937, 1932)
siri1-col-advanced: Advanced (1051, 1891, 1097, 1901)
hostel-ad-l1: Applications are invited from qualified (461, 1531, 697, 1546)
